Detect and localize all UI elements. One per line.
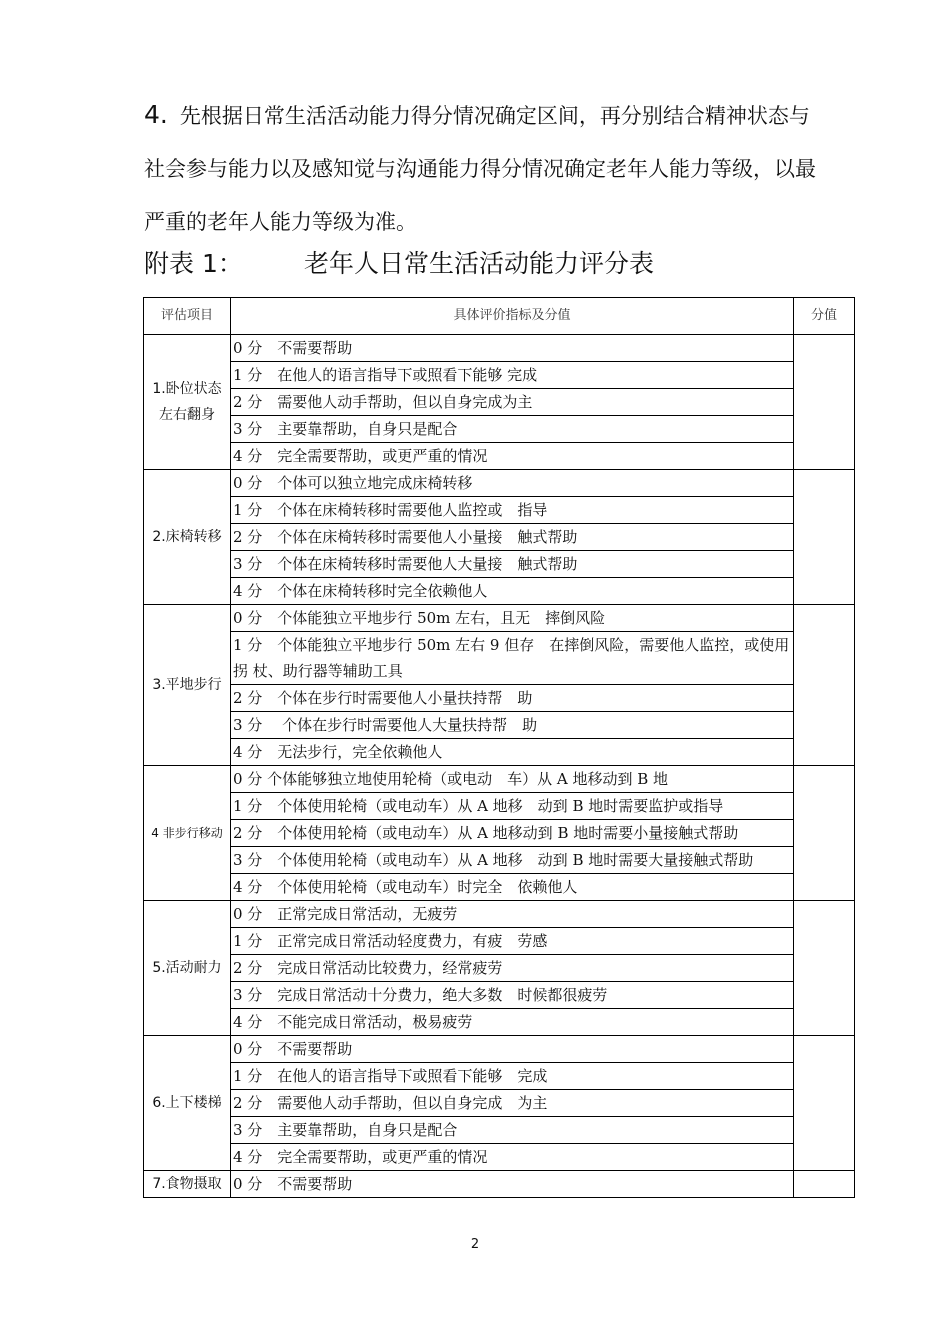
table-row (144, 524, 855, 551)
table-row (144, 335, 855, 362)
criteria-cell: 4 分 完全需要帮助，或更严重的情况 (231, 443, 794, 470)
criteria-cell: 0 分 正常完成日常活动，无疲劳 (231, 901, 794, 928)
criteria-cell: 4 分 无法步行，完全依赖他人 (231, 739, 794, 766)
category-cell: 7.食物摄取 (144, 1171, 231, 1198)
table-row (144, 1117, 855, 1144)
criteria-cell: 1 分 个体能独立平地步行 50m 左右 9 但存 在摔倒风险，需要他人监控，或使用拐 杖、助行器等辅助工具 (231, 632, 794, 685)
header-criteria: 具体评价指标及分值 (231, 298, 794, 335)
score-cell[interactable] (794, 1171, 855, 1198)
table-row (144, 605, 855, 632)
criteria-cell: 1 分 个体使用轮椅（或电动车）从 A 地移 动到 B 地时需要监护或指导 (231, 793, 794, 820)
table-row (144, 362, 855, 389)
criteria-cell: 2 分 个体在步行时需要他人小量扶持帮 助 (231, 685, 794, 712)
table-row (144, 982, 855, 1009)
table-row (144, 1090, 855, 1117)
table-body (144, 335, 855, 1198)
table-row (144, 874, 855, 901)
criteria-cell: 3 分 个体在步行时需要他人大量扶持帮 助 (231, 712, 794, 739)
header-score: 分值 (794, 298, 855, 335)
paragraph-number: 4. (144, 100, 168, 129)
criteria-cell: 0 分 不需要帮助 (231, 335, 794, 362)
table-row (144, 739, 855, 766)
criteria-cell: 1 分 个体在床椅转移时需要他人监控或 指导 (231, 497, 794, 524)
category-cell: 2.床椅转移 (144, 470, 231, 605)
category-cell: 1.卧位状态左右翻身 (144, 335, 231, 470)
score-cell[interactable] (794, 335, 855, 470)
table-row (144, 1036, 855, 1063)
criteria-cell: 0 分 不需要帮助 (231, 1036, 794, 1063)
table-row (144, 497, 855, 524)
criteria-cell: 1 分 正常完成日常活动轻度费力，有疲 劳感 (231, 928, 794, 955)
appendix-label: 附表 1： (144, 249, 243, 278)
category-cell: 4 非步行移动 (144, 766, 231, 901)
table-row (144, 847, 855, 874)
score-cell[interactable] (794, 766, 855, 901)
criteria-cell: 3 分 个体使用轮椅（或电动车）从 A 地移 动到 B 地时需要大量接触式帮助 (231, 847, 794, 874)
table-row (144, 766, 855, 793)
category-cell: 3.平地步行 (144, 605, 231, 766)
table-row (144, 685, 855, 712)
criteria-cell: 0 分 个体可以独立地完成床椅转移 (231, 470, 794, 497)
table-row (144, 955, 855, 982)
page-number: 2 (470, 1237, 480, 1252)
table-row (144, 389, 855, 416)
criteria-cell: 3 分 完成日常活动十分费力，绝大多数 时候都很疲劳 (231, 982, 794, 1009)
table-row (144, 1144, 855, 1171)
criteria-cell: 4 分 个体在床椅转移时完全依赖他人 (231, 578, 794, 605)
table-row (144, 820, 855, 847)
table-row (144, 632, 855, 685)
table-row (144, 1009, 855, 1036)
criteria-cell: 2 分 需要他人动手帮助，但以自身完成 为主 (231, 1090, 794, 1117)
criteria-cell: 2 分 个体在床椅转移时需要他人小量接 触式帮助 (231, 524, 794, 551)
category-cell: 6.上下楼梯 (144, 1036, 231, 1171)
criteria-cell: 4 分 不能完成日常活动，极易疲劳 (231, 1009, 794, 1036)
criteria-cell: 0 分 不需要帮助 (231, 1171, 794, 1198)
table-row (144, 901, 855, 928)
table-row (144, 712, 855, 739)
appendix-heading (144, 244, 655, 284)
criteria-cell: 2 分 完成日常活动比较费力，经常疲劳 (231, 955, 794, 982)
criteria-cell: 3 分 主要靠帮助，自身只是配合 (231, 1117, 794, 1144)
criteria-cell: 1 分 在他人的语言指导下或照看下能够 完成 (231, 362, 794, 389)
intro-paragraph (144, 88, 824, 249)
appendix-title: 老年人日常生活活动能力评分表 (304, 249, 655, 278)
table-row (144, 416, 855, 443)
table-row (144, 1063, 855, 1090)
category-cell: 5.活动耐力 (144, 901, 231, 1036)
score-cell[interactable] (794, 901, 855, 1036)
table-row (144, 1171, 855, 1198)
criteria-cell: 4 分 完全需要帮助，或更严重的情况 (231, 1144, 794, 1171)
table-row (144, 578, 855, 605)
table-row (144, 551, 855, 578)
criteria-cell: 3 分 个体在床椅转移时需要他人大量接 触式帮助 (231, 551, 794, 578)
score-cell[interactable] (794, 605, 855, 766)
criteria-cell: 3 分 主要靠帮助，自身只是配合 (231, 416, 794, 443)
table-row (144, 793, 855, 820)
table-row (144, 928, 855, 955)
criteria-cell: 1 分 在他人的语言指导下或照看下能够 完成 (231, 1063, 794, 1090)
table-row (144, 443, 855, 470)
criteria-cell: 2 分 个体使用轮椅（或电动车）从 A 地移动到 B 地时需要小量接触式帮助 (231, 820, 794, 847)
criteria-cell: 0 分 个体能独立平地步行 50m 左右，且无 摔倒风险 (231, 605, 794, 632)
criteria-cell: 0 分 个体能够独立地使用轮椅（或电动 车）从 A 地移动到 B 地 (231, 766, 794, 793)
paragraph-text: 先根据日常生活活动能力得分情况确定区间，再分别结合精神状态与社会参与能力以及感知觉与沟通能力得分情况确定老年人能力等级，以最严重的老年人能力等级为准。 (144, 104, 816, 234)
score-cell[interactable] (794, 1036, 855, 1171)
adl-score-table (143, 297, 855, 1198)
header-item: 评估项目 (144, 298, 231, 335)
criteria-cell: 2 分 需要他人动手帮助，但以自身完成为主 (231, 389, 794, 416)
table-header-row (144, 298, 855, 335)
table-row (144, 470, 855, 497)
criteria-cell: 4 分 个体使用轮椅（或电动车）时完全 依赖他人 (231, 874, 794, 901)
score-cell[interactable] (794, 470, 855, 605)
